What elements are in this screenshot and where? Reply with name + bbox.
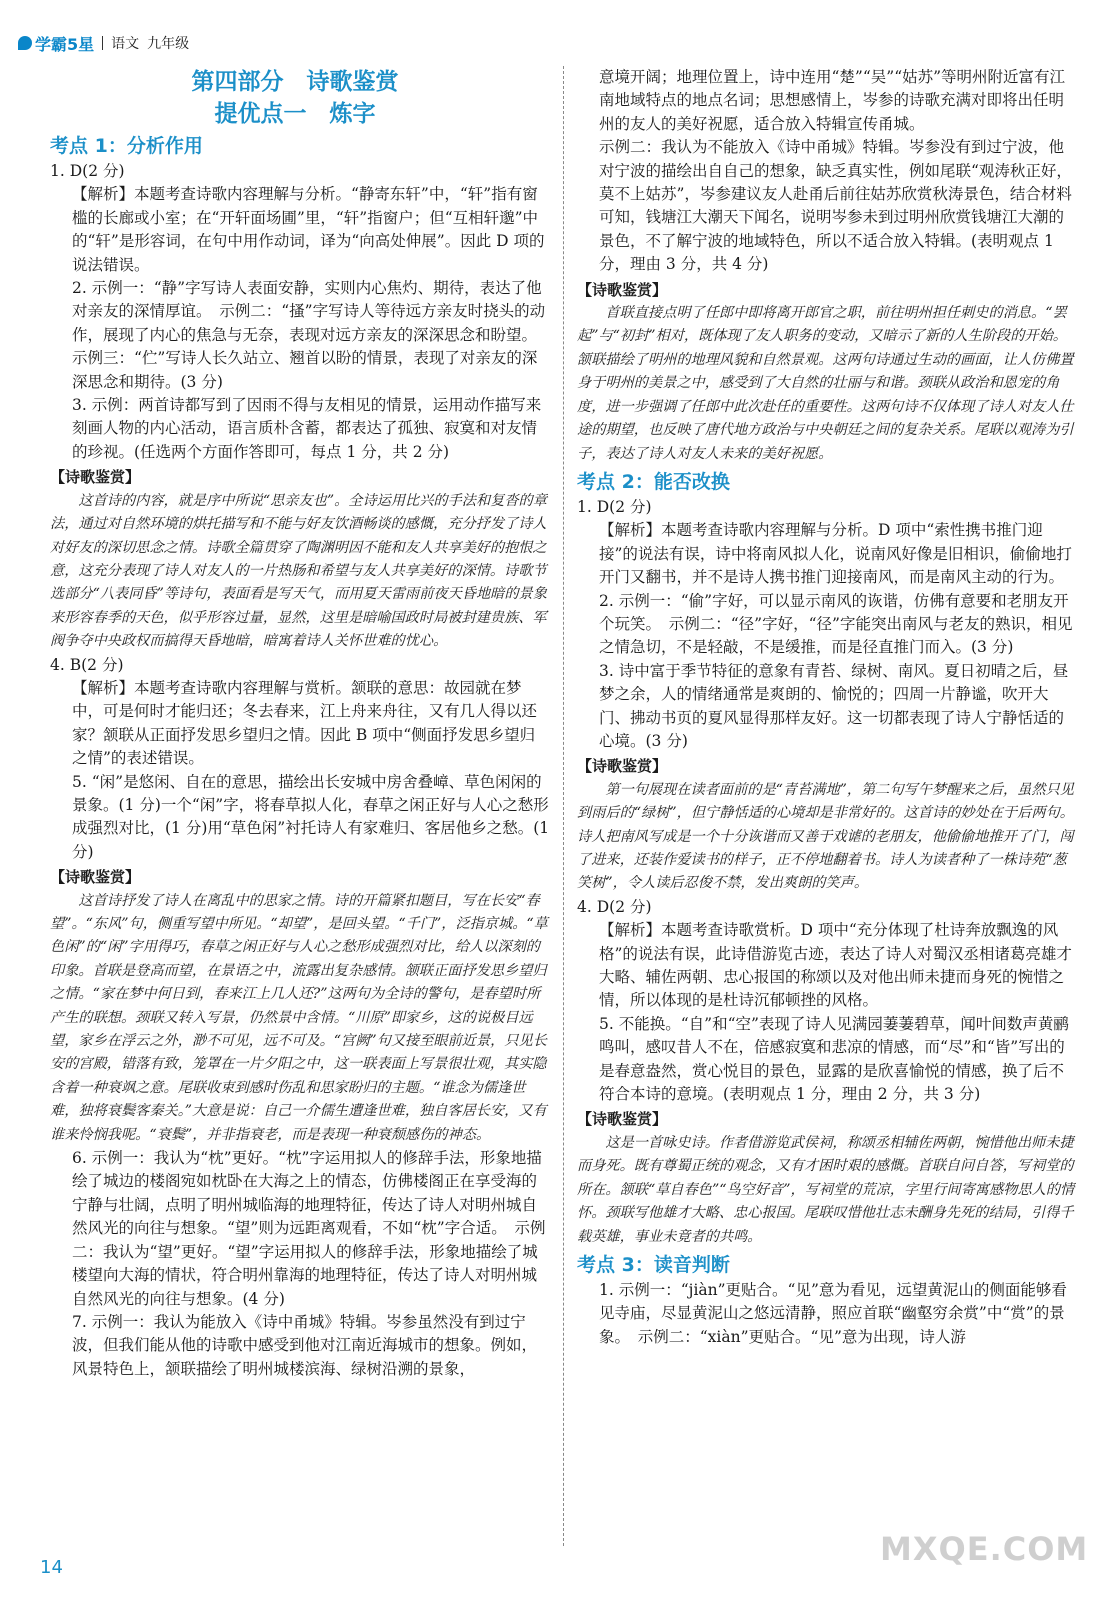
r-answer-2: 2. 示例一：“偷”字好，可以显示南风的诙谐，仿佛有意要和老朋友开个玩笑。 示例二：“径”字好，“径”字能突出南风与老友的熟识，相见之情急切，不是轻敲，不是缓推，而是径直推门而入。(3 分) <box>599 591 1073 657</box>
r-answer-4-head: 4. D(2 分) <box>577 897 652 916</box>
appreciation-label-5: 【诗歌鉴赏】 <box>577 1110 668 1129</box>
r-answer-5: 5. 不能换。“自”和“空”表现了诗人见满园萋萋碧草，闻叶间数声黄鹂鸣叫，感叹昔人不在，倍感寂寞和悲凉的情感，而“尽”和“皆”写出的是春意盎然，赏心悦目的景色，显露的是欣喜愉悦的情感，换了后不符合本诗的意境。(表明观点 1 分，理由 2 分，共 3 分) <box>599 1014 1069 1104</box>
page-number: 14 <box>40 1557 63 1578</box>
brand-name: 学霸5星 <box>35 34 95 54</box>
brand-logo <box>18 32 94 55</box>
r-answer-1-analysis: 【解析】本题考查诗歌内容理解与分析。D 项中“索性携书推门迎接”的说法有误，诗中将南风拟人化，说南风好像是旧相识，偷偷地打开门又翻书，并不是诗人携书推门迎接南风，而是南风主动的行为。 <box>599 521 1072 587</box>
right-column <box>577 66 1077 1349</box>
r-answer-3: 3. 诗中富于季节特征的意象有青苔、绿树、南风。夏日初晴之后，昼梦之余，人的情绪通常是爽朗的、愉悦的；四周一片静谧，吹开大门、拂动书页的夏风显得那样友好。这一切都表现了诗人宁静恬适的心境。(3 分) <box>599 661 1069 750</box>
appreciation-1: 这首诗的内容，就是序中所说“思亲友也”。全诗运用比兴的手法和复沓的章法，通过对自然环境的烘托描写和不能与好友饮酒畅谈的感慨，充分抒发了诗人对好友的深切思念之情。诗歌全篇贯穿了陶渊明因不能和友人共享美好的抱恨之意，这充分表现了诗人对友人的一片热肠和希望与友人共享美好的深情。诗歌节选部分“八表同昏”等诗句，表面看是写天气，而用夏天雷雨前夜天昏地暗的景象来形容春季的天色，似乎形容过量，显然，这里是暗喻国政时局被封建贵族、军阀争夺中央政权而搞得天昏地暗，暗寓着诗人关怀世难的忧心。 <box>50 492 547 650</box>
appreciation-label-3: 【诗歌鉴赏】 <box>577 280 668 299</box>
kaodian-2-heading: 考点 2：能否改换 <box>577 470 730 493</box>
answer-4-analysis: 【解析】本题考查诗歌内容理解与赏析。颔联的意思：故园就在梦中，可是何时才能归还；冬去春来，江上舟来舟往，又有几人得以还家？颔联从正面抒发思乡望归之情。因此 B 项中“侧面抒发思乡望归之情”的表述错误。 <box>72 678 538 768</box>
appreciation-2: 这首诗抒发了诗人在离乱中的思家之情。诗的开篇紧扣题目，写在长安“春望”。“东风”句，侧重写望中所见。“却望”，是回头望。“千门”，泛指京城。“草色闲”的“闲”字用得巧，春草之闲正好与人心之愁形成强烈对比，给人以深刻的印象。首联是登高而望，在景语之中，流露出复杂感情。颔联正面抒发思乡望归之情。“家在梦中何日到，春来江上几人还?”这两句为全诗的警句，是春望时所产生的联想。颈联又转入写景，仍然景中含情。“川原”即家乡，这的说极目远望，家乡在浮云之外，渺不可见，远不可及。“宫阙”句又接至眼前近景，只见长安的宫殿，错落有致，笼罩在一片夕阳之中，这一联表面上写景很壮观，其实隐含着一种衰飒之意。尾联收束到感时伤乱和思家盼归的主题。“谁念为儒逢世难，独将衰鬓客秦关。”大意是说：自己一介儒生遭逢世难，独自客居长安，又有谁来怜悯我呢。“衰鬓”，并非指衰老，而是表现一种衰颓感伤的神态。 <box>50 892 548 1143</box>
r-answer-1-head: 1. D(2 分) <box>577 497 652 516</box>
appreciation-label-2: 【诗歌鉴赏】 <box>50 868 141 887</box>
kaodian-1-heading: 考点 1：分析作用 <box>50 135 203 157</box>
subject: 语文 <box>111 36 140 52</box>
section-title: 提优点一 炼字 <box>214 100 376 127</box>
appreciation-3: 首联直接点明了任郎中即将离开郎官之职，前往明州担任刺史的消息。“罢起”与“初封”相对，既体现了友人职务的变动，又暗示了新的人生阶段的开始。颔联描绘了明州的地理风貌和自然景观。这两句诗通过生动的画面，让人仿佛置身于明州的美景之中，感受到了大自然的壮丽与和谐。颈联从政治和恩宠的角度，进一步强调了任郎中此次赴任的重要性。这两句诗不仅体现了诗人对友人仕途的期望，也反映了唐代地方政治与中央朝廷之间的复杂关系。尾联以观涛为引子，表达了诗人对友人未来的美好祝愿。 <box>577 305 1074 462</box>
r-answer-last: 1. 示例一：“jiàn”更贴合。“见”意为看见，远望黄泥山的侧面能够看见寺庙，尽显黄泥山之悠远清静，照应首联“幽壑穷余赏”中“赏”的景象。 示例二：“xiàn”更贴合。“见”意为出现，诗人游 <box>599 1280 1067 1346</box>
appreciation-4: 第一句展现在读者面前的是“青苔满地”，第二句写午梦醒来之后，虽然只见到雨后的“绿树”，但宁静恬适的心境却是非常好的。这首诗的妙处在于后两句。诗人把南风写成是一个十分诙谐而又善于戏谑的老朋友，他偷偷地推开了门，闯了进来，还装作爱读书的样子，正不停地翻着书。诗人为读者种了一株诗苑“葱笑树”，令人读后忍俊不禁，发出爽朗的笑声。 <box>577 781 1074 892</box>
answer-7: 7. 示例一：我认为能放入《诗中甬城》特辑。岑参虽然没有到过宁波，但我们能从他的诗歌中感受到他对江南近海城市的想象。例如，风景特色上，颔联描绘了明州城楼滨海、绿树沿溯的景象， <box>72 1312 538 1378</box>
answer-3: 3. 示例：两首诗都写到了因雨不得与友相见的情景，运用动作描写来刻画人物的内心活动，语言质朴含蓄，都表达了孤独、寂寞和对友情的珍视。(任选两个方面作答即可，每点 1 分，共 2 分) <box>72 396 542 461</box>
brand-logo-icon <box>18 36 32 50</box>
watermark: MXQE.COM <box>880 1530 1089 1568</box>
answer-5: 5. “闲”是悠闲、自在的意思，描绘出长安城中房舍叠嶂、草色闲闲的景象。(1 分)一个“闲”字，将春草拟人化，春草之闲正好与人心之愁形成强烈对比，(1 分)用“草色闲”衬托诗人有家难归、客居他乡之愁。(1 分) <box>72 772 550 861</box>
appreciation-label: 【诗歌鉴赏】 <box>50 468 141 487</box>
answer-4-head: 4. B(2 分) <box>50 655 124 674</box>
grade: 九年级 <box>147 36 190 52</box>
answer-7-example-2: 示例二：我认为不能放入《诗中甬城》特辑。岑参没有到过宁波，他对宁波的描绘出自自己的想象，缺乏真实性，例如尾联“观涛秋正好，莫不上姑苏”，岑参建议友人赴甬后前往姑苏欣赏秋涛景色，结合材料可知，钱塘江大潮天下闻名，说明岑参未到过明州欣赏钱塘江大潮的景色，不了解宁波的地域特色，所以不适合放入特辑。(表明观点 1 分，理由 3 分，共 4 分) <box>599 138 1072 274</box>
answer-6: 6. 示例一：我认为“枕”更好。“枕”字运用拟人的修辞手法，形象地描绘了城边的楼阁宛如枕卧在大海之上的情态，仿佛楼阁正在享受海的宁静与壮阔，点明了明州城临海的地理特征，传达了诗人对明州城自然风光的向往与想象。“望”则为远距离观看，不如“枕”字合适。 示例二：我认为“望”更好。“望”字运用拟人的修辞手法，形象地描绘了城楼望向大海的情状，符合明州靠海的地理特征，传达了诗人对明州城自然风光的向往与想象。(4 分) <box>72 1149 546 1308</box>
answer-7-continued: 意境开阔；地理位置上，诗中连用“楚”“吴”“姑苏”等明州附近富有江南地域特点的地点名词；思想感情上，岑参的诗歌充满对即将出任明州的友人的美好祝愿，适合放入特辑宣传甬城。 <box>599 68 1066 133</box>
page-header <box>18 30 189 56</box>
part-title: 第四部分 诗歌鉴赏 <box>191 68 399 95</box>
r-answer-4-analysis: 【解析】本题考查诗歌赏析。D 项中“充分体现了杜诗奔放飘逸的风格”的说法有误，此诗借游览古迹，表达了诗人对蜀汉丞相诸葛亮雄才大略、辅佐两朝、忠心报国的称颂以及对他出师未捷而身死的惋惜之情，所以体现的是杜诗沉郁顿挫的风格。 <box>599 921 1072 1010</box>
answer-2: 2. 示例一：“静”字写诗人表面安静，实则内心焦灼、期待，表达了他对亲友的深情厚谊。 示例二：“搔”字写诗人等待远方亲友时挠头的动作，展现了内心的焦急与无奈，表现对远方亲友的深深思念和盼望。 示例三：“伫”写诗人长久站立、翘首以盼的情景，表现了对亲友的深深思念和期待。(3 分) <box>72 279 546 391</box>
appreciation-5: 这是一首咏史诗。作者借游览武侯祠，称颂丞相辅佐两朝，惋惜他出师未捷而身死。既有尊蜀正统的观念，又有才困时艰的感慨。首联自问自答，写祠堂的所在。颔联“草自春色”“鸟空好音”，写祠堂的荒凉，字里行间寄寓感物思人的情怀。颈联写他雄才大略、忠心报国。尾联叹惜他壮志未酬身先死的结局，引得千载英雄，事业未竟者的共鸣。 <box>577 1134 1075 1245</box>
appreciation-label-4: 【诗歌鉴赏】 <box>577 757 668 776</box>
kaodian-3-heading: 考点 3：读音判断 <box>577 1253 730 1276</box>
column-divider <box>563 66 564 1546</box>
header-divider <box>102 36 103 50</box>
answer-1-head: 1. D(2 分) <box>50 162 125 180</box>
left-column <box>50 66 550 1381</box>
answer-1-analysis: 【解析】本题考查诗歌内容理解与分析。“静寄东轩”中，“轩”指有窗槛的长廊或小室；在“开轩面场圃”里，“轩”指窗户；但“互相轩邈”中的“轩”是形容词，在句中用作动词，译为“向高处伸展”。因此 D 项的说法错误。 <box>72 185 545 274</box>
